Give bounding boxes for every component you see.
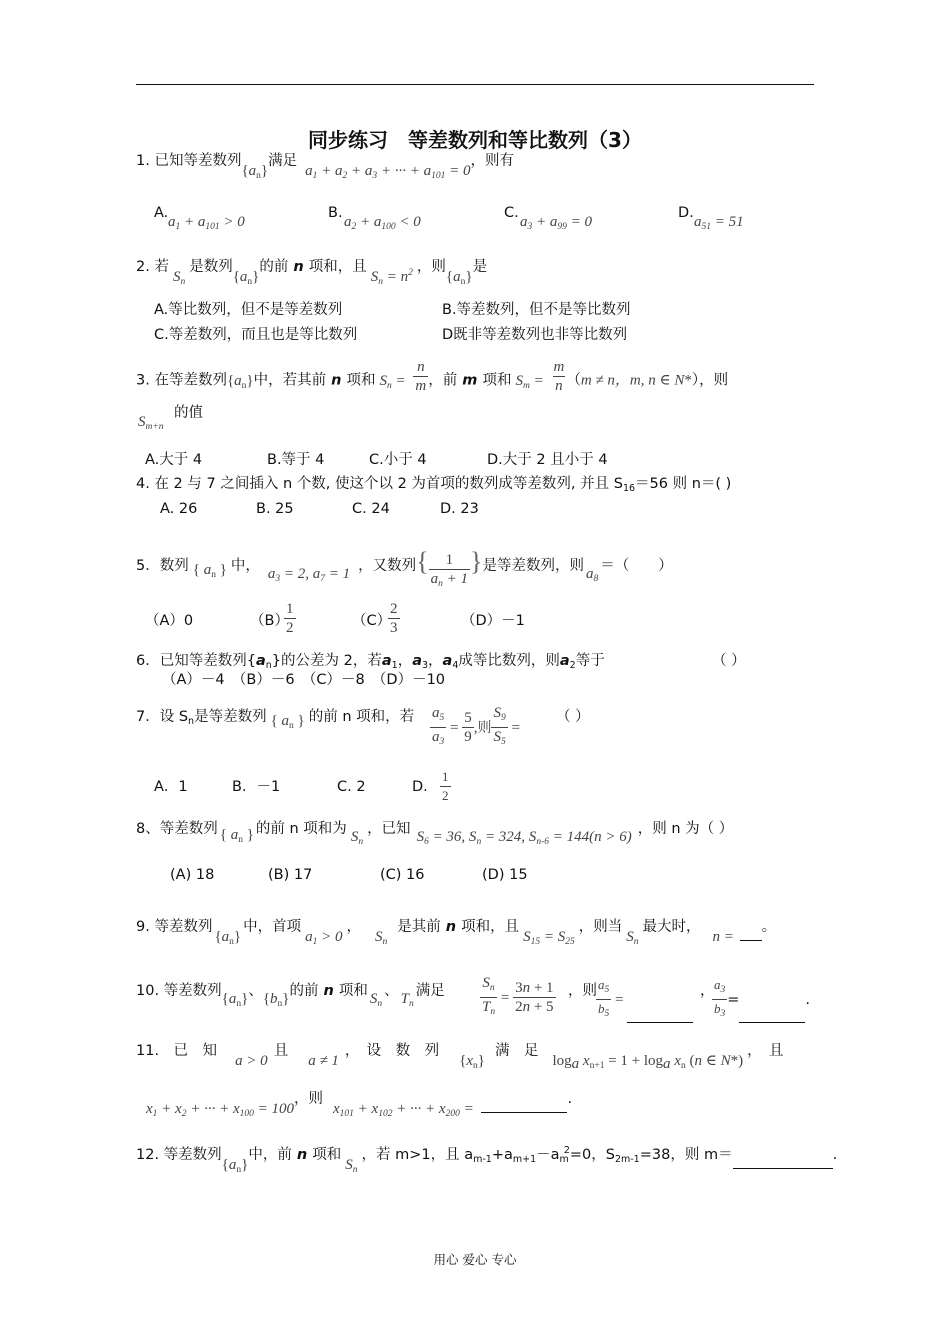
question-12: 12. 等差数列$\{a_n\}$中，前 n 项和$S_n$，若 m>1，且 $a_{m-1}+a_{m+1}-a_m^2=0$，$S_{2m-1}=38$，则 m＝ . [136,1145,838,1175]
q4-option-a: A. 26 [160,501,198,517]
q6-paren: （ ） [712,653,746,669]
q7-expression: $\frac{a_5}{a_3}$ = $\frac{5}{9}$ ,则 $\frac{S_9}{S_5}$ = [430,704,520,751]
q3-option-d: D.大于 2 且小于 4 [487,452,608,468]
question-9: 9. 等差数列$\{a_n\}$中，首项$a_1 > 0$，$S_n$是其前 n 项和，且$S_{15} = S_{25}$，则当$S_n$最大时，n = 。 [136,919,777,947]
q1-option-a: A. [154,205,169,221]
question-8: 8、等差数列 { $a_n$ } 的前 n 项和为 $S_n$，已知 $S_6 = 36$, $S_n = 324$, $S_{n-6} = 144(n > 6)$ ，则 n 为（ ） [136,821,734,847]
question-7: 7．设 $S_n$是等差数列 { $a_n$ } 的前 n 项和，若 [136,709,415,731]
header-rule [136,84,814,85]
q4-option-b: B. 25 [256,501,294,517]
q2-option-b: B.等差数列，但不是等比数列 [442,302,631,318]
q1-stem-a: 1. 已知等差数列 [136,153,242,169]
question-6: 6．已知等差数列$\{a_n\}$的公差为 2，若$a_1$，$a_3$，$a_4$成等比数列，则$a_2$等于 [136,653,605,671]
question-1: 1. 已知等差数列$\{a_n\}$满足$a_1 + a_2 + a_3$ + ··· + $a_{101} = 0$，则有 [136,153,514,181]
q8-option-c: (C) 16 [380,867,425,883]
q2-option-a: A.等比数列，但不是等差数列 [154,302,343,318]
q1-stem-c: ，则有 [470,153,514,169]
q1-option-b-expr: $a_2 + a_{100} < 0$ [344,214,421,232]
q4-option-c: C. 24 [352,501,390,517]
q10-a3-b3: $\frac{a_3}{b_3}$ = . [712,976,810,1023]
q7-option-d-frac: $\frac{1}{2}$ [442,769,449,803]
q7-option-a: A．1 [154,779,188,795]
q6-options: （A）－4 （B）－6 （C）－8 （D）－10 [162,672,446,688]
q1-option-b: B. [328,205,343,221]
q8-option-a: (A) 18 [170,867,215,883]
q3-s-mn: $S_{m+n}$ [138,414,164,432]
q7-paren: （ ） [556,709,590,725]
q5-option-c-frac: $\frac{2}{3}$ [390,601,398,636]
q1-option-d: D. [678,205,694,221]
q8-option-b: (B) 17 [268,867,313,883]
q5-option-b-frac: $\frac{1}{2}$ [286,601,294,636]
q4-option-d: D. 23 [440,501,479,517]
question-3: 3. 在等差数列$\{a_n\}$中，若其前 n 项和 $S_n$ = $\frac{n}{m}$ ，前 m 项和 $S_m$ = $\frac{m}{n}$ （m ≠ n，m, n ∈ N*），则 [136,359,729,394]
question-4: 4. 在 2 与 7 之间插入 n 个数, 使这个以 2 为首项的数列成等差数列, 并且 $S_{16}=56$ 则 n＝( ) [136,476,732,494]
q5-option-d: （D）－1 [461,613,525,629]
q7-option-c: C. 2 [337,779,366,795]
question-10: 10. 等差数列$\{a_n\}$、$\{b_n\}$的前 n 项和 $S_n$、 $T_n$满足 [136,983,445,1009]
q10-stem-h: ， [700,983,715,999]
question-11: 11. 已 知a > 0且a ≠ 1， 设 数 列$\{x_n\}$满 足$\log_a x_{n+1} = 1 + \log_a x_n$ (n ∈ N*)， 且 [136,1043,784,1072]
question-5: 5．数列 { $a_n$ } 中， $a_3 = 2$, $a_7 = 1$ ，又数列{ $\frac{1}{a_n + 1}$ }是等差数列，则 $a_8=$（ ） [136,545,673,587]
q7-option-b: B．－1 [232,779,281,795]
q3-option-a: A.大于 4 [145,452,203,468]
q7-option-d: D. [412,779,428,795]
q1-stem-b: 满足 [268,153,298,169]
question-2: 2. 若$S_n$是数列$\{a_n\}$的前 n 项和，且$S_n = n^2$ ，则$\{a_n\}$是 [136,259,488,287]
q8-option-d: (D) 15 [482,867,528,883]
q3-stem-g: 的值 [174,405,203,421]
page-title: 同步练习 等差数列和等比数列（3） [308,128,642,152]
q11-line2: $x_1 + x_2$ + ··· + $x_{100} = 100$，则$x_{101} + x_{102}$ + ··· + $x_{200}$ = . [146,1091,573,1119]
page-footer: 用心 爱心 专心 [433,1252,517,1267]
q5-option-b: （B） [250,613,289,629]
q10-a5-b5: $\frac{a_5}{b_5}$ = [596,976,693,1023]
q3-option-b: B.等于 4 [267,452,325,468]
q1-option-c: C. [504,205,519,221]
q1-option-a-expr: $a_1 + a_{101} > 0$ [168,214,245,232]
q2-option-c: C.等差数列，而且也是等比数列 [154,327,358,343]
q3-option-c: C.小于 4 [369,452,427,468]
q5-option-c: （C） [352,613,392,629]
q10-ratio: $\frac{S_n}{T_n}$ = $\frac{3n + 1}{2n + 5}$ [480,974,556,1021]
q1-option-c-expr: $a_3 + a_{99} = 0$ [520,214,592,232]
q10-stem-g: ，则 [568,983,597,999]
q2-option-d: D既非等差数列也非等比数列 [442,327,628,343]
q5-option-a: （A）0 [145,613,194,629]
q1-option-d-expr: $a_{51} = 51$ [694,214,744,232]
